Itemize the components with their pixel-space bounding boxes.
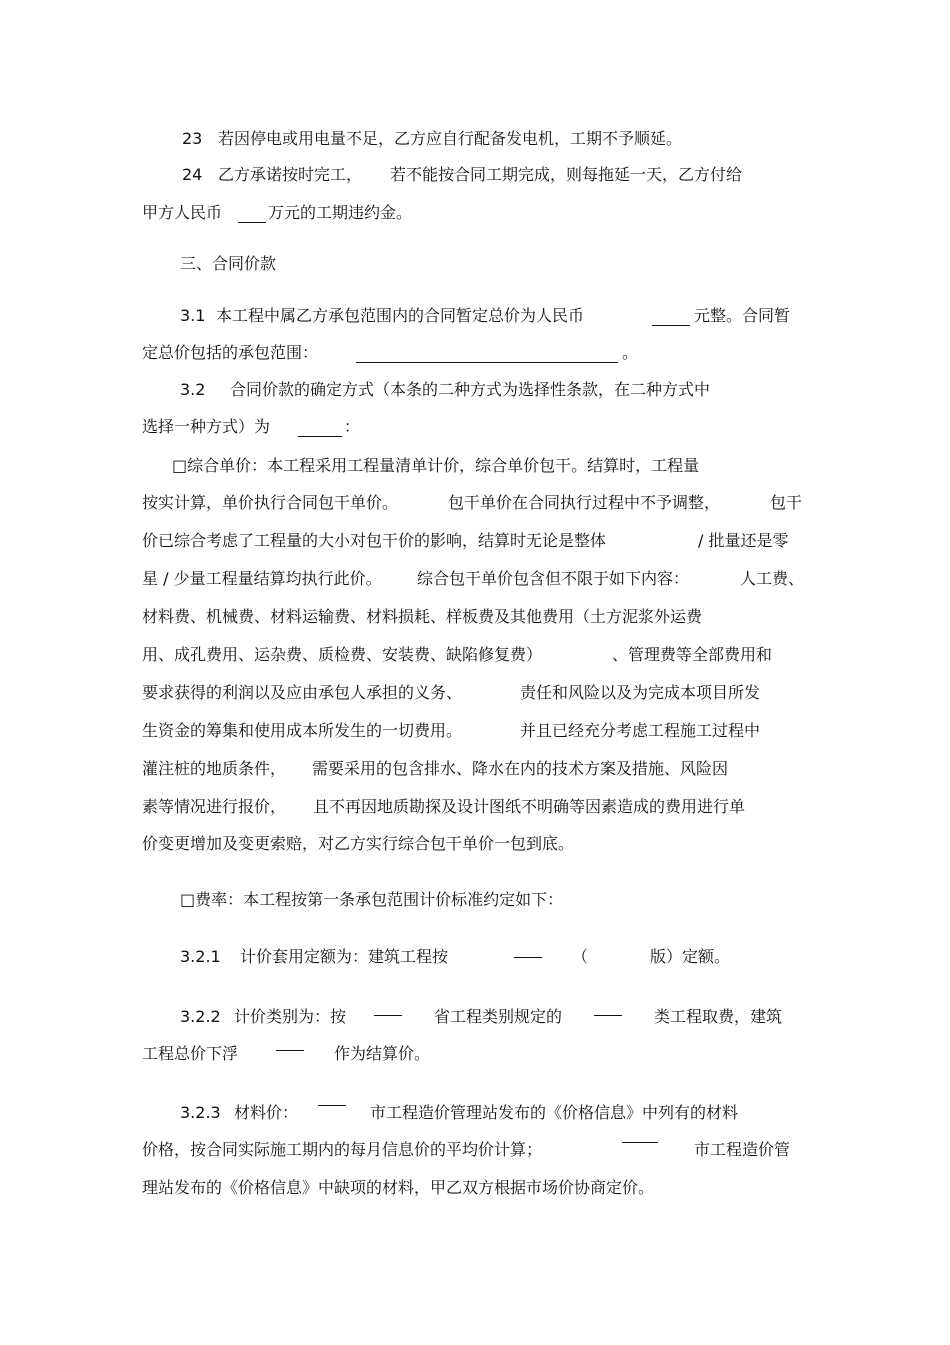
option-text: 星 / 少量工程量结算均执行此价。 [142, 569, 382, 588]
item-text: 甲方人民币 [142, 203, 223, 222]
blank-field [514, 957, 542, 958]
clause-text: 计价套用定额为：建筑工程按 [240, 947, 449, 966]
clause-text: 材料价： [234, 1103, 299, 1122]
clause-number: 3.2.2 [180, 1007, 221, 1026]
option-text: 用、成孔费用、运杂费、质检费、安装费、缺陷修复费） [142, 645, 543, 664]
blank-field [374, 1015, 402, 1016]
option-text: 人工费、 [740, 569, 805, 588]
option-text: 灌注桩的地质条件， [142, 759, 287, 778]
section-title: 三、合同价款 [180, 254, 277, 273]
clause-number: 3.2.3 [180, 1103, 221, 1122]
option-text: 综合包干单价包含但不限于如下内容： [417, 569, 690, 588]
option-text: 并且已经充分考虑工程施工过程中 [520, 721, 761, 740]
clause-text: 作为结算价。 [334, 1044, 431, 1063]
clause-number: 3.2 [180, 380, 206, 399]
option-text: 、管理费等全部费用和 [612, 645, 773, 664]
clause-text: 省工程类别规定的 [434, 1007, 563, 1026]
clause-text: （ [572, 947, 589, 966]
clause-text: 计价类别为：按 [234, 1007, 347, 1026]
option-text: 包干 [770, 493, 803, 512]
blank-field [276, 1050, 304, 1051]
option-text: 责任和风险以及为完成本项目所发 [520, 683, 761, 702]
blank-field [238, 222, 266, 223]
option-text: 素等情况进行报价， [142, 797, 287, 816]
clause-text: 理站发布的《价格信息》中缺项的材料，甲乙双方根据市场价协商定价。 [142, 1178, 655, 1197]
blank-field [594, 1015, 622, 1016]
option-text: 价已综合考虑了工程量的大小对包干价的影响，结算时无论是整体 [142, 531, 607, 550]
item-text: 若不能按合同工期完成，则每拖延一天，乙方付给 [390, 165, 743, 184]
item-text: 乙方承诺按时完工， [218, 165, 363, 184]
clause-text: 选择一种方式）为 [142, 417, 271, 436]
clause-text: 类工程取费，建筑 [654, 1007, 783, 1026]
clause-text: 市工程造价管理站发布的《价格信息》中列有的材料 [370, 1103, 739, 1122]
clause-text: 合同价款的确定方式（本条的二种方式为选择性条款，在二种方式中 [230, 380, 711, 399]
option-text: 按实计算，单价执行合同包干单价。 [142, 493, 399, 512]
option-text: 生资金的筹集和使用成本所发生的一切费用。 [142, 721, 463, 740]
option-text: 包干单价在合同执行过程中不予调整， [448, 493, 721, 512]
blank-field [622, 1142, 658, 1143]
clause-text: 元整。合同暂 [694, 306, 791, 325]
option-text: / 批量还是零 [698, 531, 789, 550]
option-text: □综合单价：本工程采用工程量清单计价，综合单价包干。结算时，工程量 [172, 456, 700, 475]
blank-field [356, 362, 618, 363]
clause-text: ： [344, 417, 361, 436]
option-text: 要求获得的利润以及应由承包人承担的义务、 [142, 683, 463, 702]
clause-text: 市工程造价管 [694, 1140, 791, 1159]
option-text: 需要采用的包含排水、降水在内的技术方案及措施、风险因 [312, 759, 729, 778]
blank-field [298, 436, 342, 437]
clause-text: 定总价包括的承包范围： [142, 343, 319, 362]
item-text: 若因停电或用电量不足，乙方应自行配备发电机，工期不予顺延。 [218, 129, 683, 148]
item-number: 24 [182, 165, 203, 184]
blank-field [652, 325, 690, 326]
blank-field [318, 1105, 346, 1106]
clause-text: 版）定额。 [650, 947, 731, 966]
option-text: 且不再因地质勘探及设计图纸不明确等因素造成的费用进行单 [313, 797, 746, 816]
clause-text: 。 [622, 343, 639, 362]
clause-number: 3.2.1 [180, 947, 221, 966]
item-text: 万元的工期违约金。 [268, 203, 413, 222]
clause-text: 工程总价下浮 [142, 1044, 239, 1063]
item-number: 23 [182, 129, 203, 148]
clause-number: 3.1 [180, 306, 206, 325]
option-text: 材料费、机械费、材料运输费、材料损耗、样板费及其他费用（土方泥浆外运费 [142, 607, 703, 626]
option-text: □费率：本工程按第一条承包范围计价标准约定如下： [180, 890, 564, 909]
option-text: 价变更增加及变更索赔，对乙方实行综合包干单价一包到底。 [142, 834, 575, 853]
clause-text: 本工程中属乙方承包范围内的合同暂定总价为人民币 [216, 306, 585, 325]
clause-text: 价格，按合同实际施工期内的每月信息价的平均价计算； [142, 1140, 543, 1159]
